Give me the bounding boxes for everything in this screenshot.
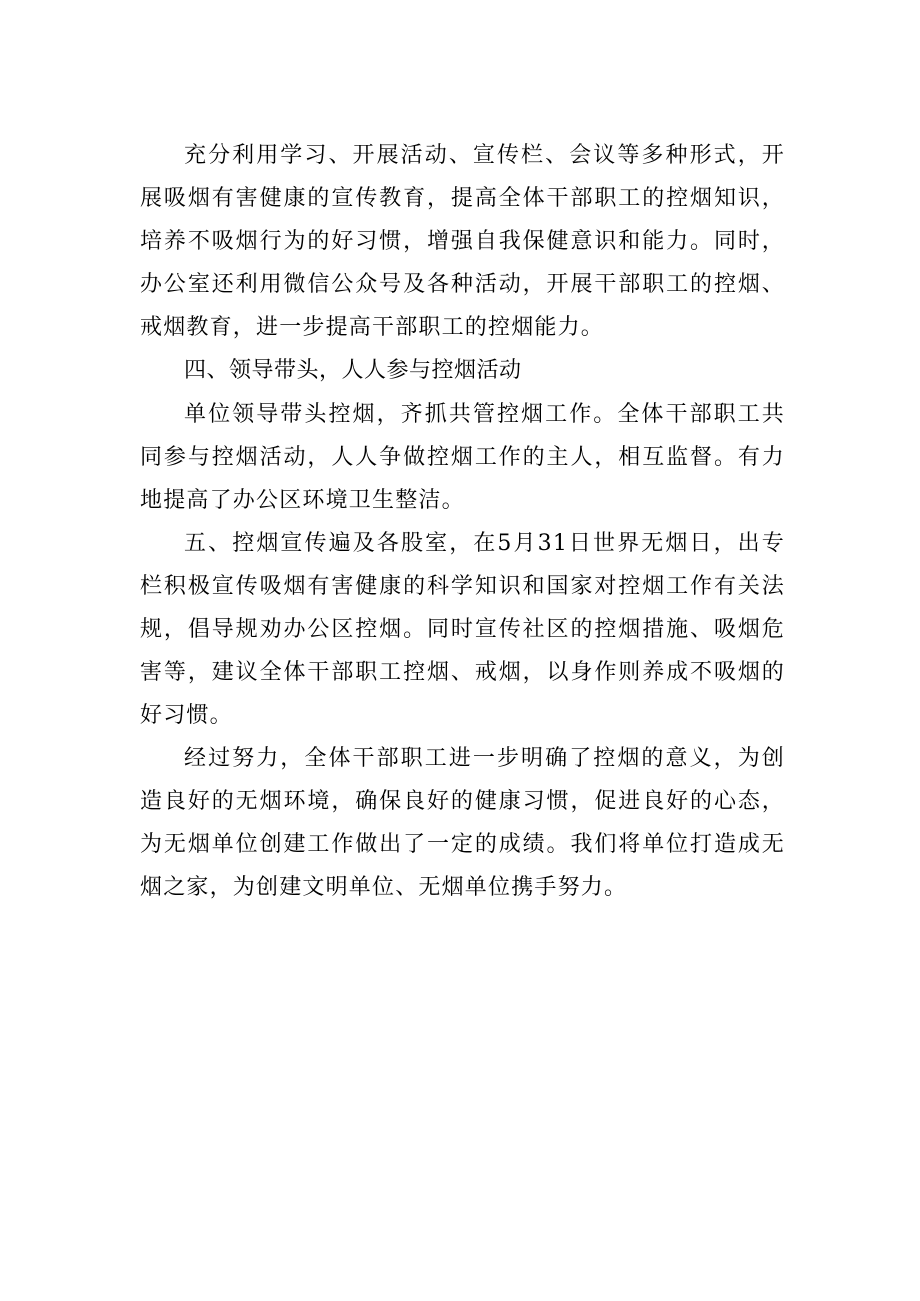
- paragraph-conclusion: 经过努力，全体干部职工进一步明确了控烟的意义，为创造良好的无烟环境，确保良好的健康习惯，促进良好的心态，为无烟单位创建工作做出了一定的成绩。我们将单位打造成无烟之家，为创建文明单位、无烟单位携手努力。: [140, 746, 785, 900]
- paragraph-publicity-departments: 五、控烟宣传遍及各股室，在5月31日世界无烟日，出专栏积极宣传吸烟有害健康的科学知识和国家对控烟工作有关法规，倡导规劝办公区控烟。同时宣传社区的控烟措施、吸烟危害等，建议全体干部职工控烟、戒烟，以身作则养成不吸烟的好习惯。: [140, 531, 785, 728]
- paragraph-leadership: 单位领导带头控烟，齐抓共管控烟工作。全体干部职工共同参与控烟活动，人人争做控烟工作的主人，相互监督。有力地提高了办公区环境卫生整洁。: [140, 402, 785, 513]
- document-page: [140, 134, 785, 909]
- paragraph-publicity-education: 充分利用学习、开展活动、宣传栏、会议等多种形式，开展吸烟有害健康的宣传教育，提高全体干部职工的控烟知识，培养不吸烟行为的好习惯，增强自我保健意识和能力。同时，办公室还利用微信公众号及各种活动，开展干部职工的控烟、戒烟教育，进一步提高干部职工的控烟能力。: [140, 143, 785, 340]
- section-heading-leadership: 四、领导带头，人人参与控烟活动: [184, 358, 522, 383]
